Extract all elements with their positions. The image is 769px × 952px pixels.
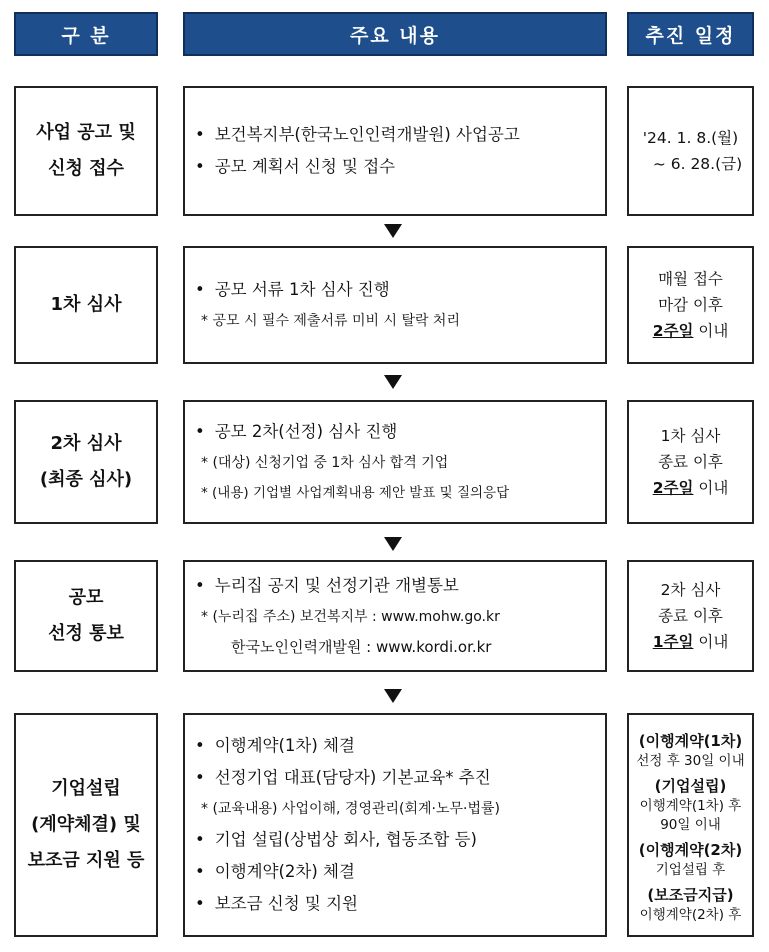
step-5-schedule-title: (이행계약(1차): [638, 731, 743, 750]
step-3-content: [183, 400, 607, 524]
step-4-bullet: • 누리집 공지 및 선정기관 개별통보: [195, 570, 595, 602]
header-col-main-content: 주요 내용: [183, 12, 607, 56]
step-1-bullet: • 공모 계획서 신청 및 접수: [195, 151, 595, 183]
step-2-schedule-line: 마감 이후: [658, 296, 723, 314]
header-col-category: 구 분: [14, 12, 158, 56]
step-2-bullet: • 공모 서류 1차 심사 진행: [195, 274, 595, 306]
step-4-schedule: [627, 560, 754, 672]
step-4-note: 한국노인인력개발원 : www.kordi.or.kr: [231, 638, 492, 656]
step-3-label: [14, 400, 158, 524]
step-5-note: * (교육내용) 사업이해, 경영관리(회계·노무·법률): [201, 801, 500, 817]
step-5-schedule-line: 기업설립 후: [655, 861, 726, 878]
step-2-content: [183, 246, 607, 364]
step-3-bullet: • 공모 2차(선정) 심사 진행: [195, 416, 595, 448]
step-3-schedule: [627, 400, 754, 524]
step-3-schedule-deadline: [653, 475, 729, 501]
step-4-schedule-tail: 이내: [693, 633, 729, 651]
step-4-label: [14, 560, 158, 672]
down-arrow-icon: [384, 224, 402, 238]
step-5-bullet: • 이행계약(1차) 체결: [195, 730, 595, 762]
step-2-schedule-tail: 이내: [693, 322, 729, 340]
step-1-schedule-line: '24. 1. 8.(월): [642, 129, 739, 147]
step-5-schedule: [627, 713, 754, 937]
step-2-schedule-deadline: [653, 318, 729, 344]
step-3-label-line: 2차 심사: [50, 433, 122, 454]
step-4-label-line: 공모: [68, 587, 104, 608]
step-5-label-line: 보조금 지원 등: [27, 850, 145, 871]
step-4-note: * (누리집 주소) 보건복지부 : www.mohw.go.kr: [201, 609, 500, 625]
step-1-schedule: [627, 86, 754, 216]
step-4-schedule-line: 종료 이후: [658, 607, 723, 625]
step-5-label-line: (계약체결) 및: [31, 814, 141, 835]
step-1-content: [183, 86, 607, 216]
step-1-schedule-line: ~ 6. 28.(금): [652, 155, 743, 173]
down-arrow-icon: [384, 689, 402, 703]
step-5-bullet: • 보조금 신청 및 지원: [195, 888, 595, 920]
step-1-label-line: 사업 공고 및: [36, 122, 136, 143]
step-3-schedule-tail: 이내: [693, 479, 729, 497]
step-5-bullet: • 기업 설립(상법상 회사, 협동조합 등): [195, 824, 595, 856]
step-5-bullet: • 이행계약(2차) 체결: [195, 856, 595, 888]
step-3-label-line: (최종 심사): [39, 469, 133, 490]
step-3-schedule-line: 1차 심사: [660, 427, 721, 445]
down-arrow-icon: [384, 537, 402, 551]
step-2-note: * 공모 시 필수 제출서류 미비 시 탈락 처리: [201, 313, 460, 329]
step-4-schedule-deadline: [653, 629, 729, 655]
step-4-schedule-line: 2차 심사: [660, 581, 721, 599]
step-5-schedule-line: 이행계약(1차) 후: [639, 797, 742, 814]
step-5-schedule-title: (기업설립): [654, 776, 727, 795]
step-5-schedule-title: (이행계약(2차): [638, 840, 743, 859]
step-2-label: [14, 246, 158, 364]
step-3-note: * (내용) 기업별 사업계획내용 제안 발표 및 질의응답: [201, 485, 510, 501]
step-2-label-line: 1차 심사: [50, 294, 122, 315]
step-5-label: [14, 713, 158, 937]
step-4-content: [183, 560, 607, 672]
step-2-schedule: [627, 246, 754, 364]
step-4-label-line: 선정 통보: [48, 623, 124, 644]
step-2-schedule-line: 매월 접수: [658, 270, 723, 288]
step-4-schedule-emph: 1주일: [652, 633, 694, 651]
step-5-schedule-title: (보조금지급): [647, 885, 734, 904]
step-5-schedule-line: 90일 이내: [660, 816, 721, 833]
step-3-schedule-line: 종료 이후: [658, 453, 723, 471]
step-2-schedule-emph: 2주일: [652, 322, 694, 340]
step-3-note: * (대상) 신청기업 중 1차 심사 합격 기업: [201, 455, 449, 471]
step-5-label-line: 기업설립: [51, 778, 121, 799]
header-col-schedule: 추진 일정: [627, 12, 754, 56]
step-5-bullet: • 선정기업 대표(담당자) 기본교육* 추진: [195, 762, 595, 794]
step-1-label: [14, 86, 158, 216]
step-5-content: [183, 713, 607, 937]
step-5-schedule-line: 이행계약(2차) 후: [639, 906, 742, 923]
step-1-bullet: • 보건복지부(한국노인인력개발원) 사업공고: [195, 119, 595, 151]
down-arrow-icon: [384, 375, 402, 389]
step-3-schedule-emph: 2주일: [652, 479, 694, 497]
step-5-schedule-line: 선정 후 30일 이내: [636, 752, 745, 769]
step-1-label-line: 신청 접수: [48, 158, 124, 179]
